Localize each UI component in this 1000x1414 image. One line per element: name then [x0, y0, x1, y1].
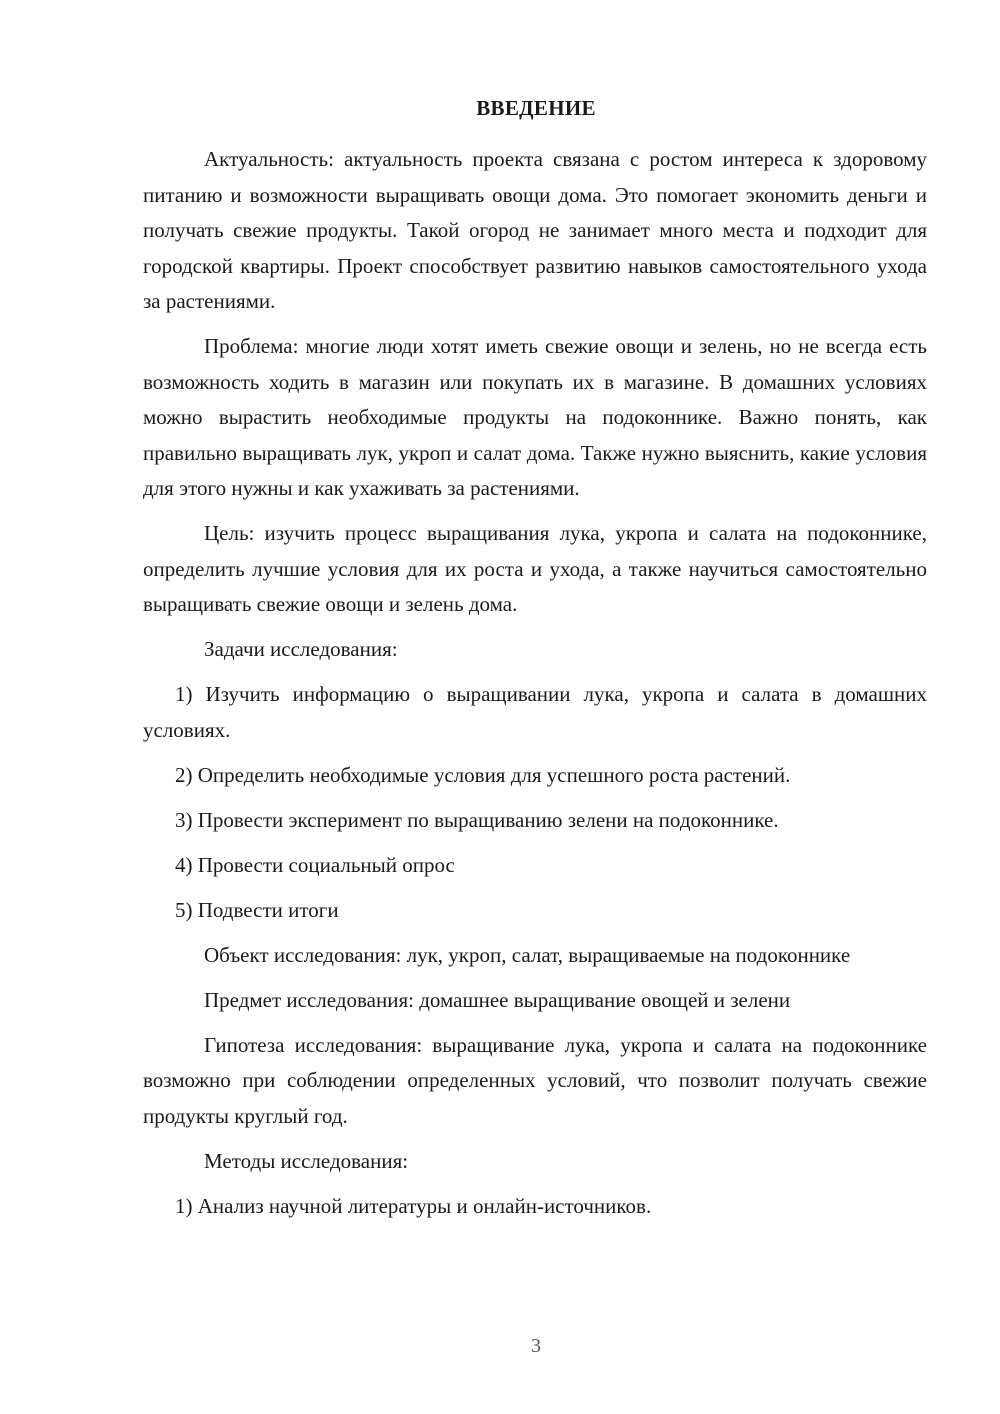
task-item-5: 5) Подвести итоги [175, 897, 339, 922]
task-item-2: 2) Определить необходимые условия для успешного роста растений. [175, 762, 791, 787]
hypothesis-paragraph: Гипотеза исследования: выращивание лука, укропа и салата на подоконнике возможно при соблюдении определенных условий, что позволит получать свежие продукты круглый год. [143, 1032, 927, 1128]
page-title: ВВЕДЕНИЕ [476, 96, 596, 120]
subject-paragraph: Предмет исследования: домашнее выращивание овощей и зелени [204, 987, 791, 1012]
problem-paragraph: Проблема: многие люди хотят иметь свежие овощи и зелень, но не всегда есть возможность ходить в магазин или покупать их в магазине. В домашних условиях можно вырастить необходимые продукты на подоконнике. Важно понять, как правильно выращивать лук, укроп и салат дома. Также нужно выяснить, какие условия для этого нужны и как ухаживать за растениями. [143, 334, 927, 500]
relevance-paragraph: Актуальность: актуальность проекта связана с ростом интереса к здоровому питанию и возможности выращивать овощи дома. Это помогает экономить деньги и получать свежие продукты. Такой огород не занимает много места и подходит для городской квартиры. Проект способствует развитию навыков самостоятельного ухода за растениями. [143, 147, 927, 313]
methods-heading: Методы исследования: [204, 1148, 409, 1173]
document-body [143, 142, 927, 1224]
goal-paragraph: Цель: изучить процесс выращивания лука, укропа и салата на подоконнике, определить лучшие условия для их роста и ухода, а также научиться самостоятельно выращивать свежие овощи и зелень дома. [143, 521, 927, 616]
task-item-1: 1) Изучить информацию о выращивании лука, укропа и салата в домашних условиях. [143, 682, 927, 742]
method-item-1: 1) Анализ научной литературы и онлайн-источников. [175, 1193, 652, 1218]
tasks-heading: Задачи исследования: [204, 637, 398, 661]
task-item-4: 4) Провести социальный опрос [175, 852, 455, 877]
page-number: 3 [531, 1335, 541, 1357]
object-paragraph: Объект исследования: лук, укроп, салат, выращиваемые на подоконнике [204, 942, 851, 967]
task-item-3: 3) Провести эксперимент по выращиванию зелени на подоконнике. [175, 807, 779, 832]
